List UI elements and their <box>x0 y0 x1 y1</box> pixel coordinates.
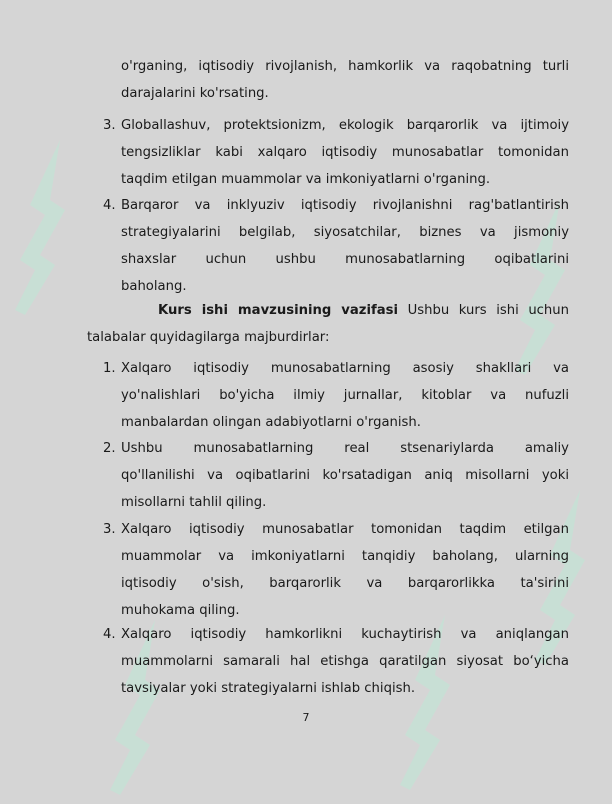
text-line: taqdim etilgan muammolar va imkoniyatlarni o'rganing. <box>121 172 491 187</box>
text-line: Ushbu munosabatlarning real stsenariylarda amaliy <box>121 441 569 456</box>
list-item-continuation <box>121 53 569 107</box>
list-number: 3. <box>103 118 116 133</box>
text-line: misollarni tahlil qiling. <box>121 495 267 510</box>
text-line: yo'nalishlari bo'yicha ilmiy jurnallar, kitoblar va nufuzli <box>121 388 569 403</box>
list-item <box>121 435 569 516</box>
list-item <box>121 192 569 300</box>
list-item <box>121 112 569 193</box>
list-number: 4. <box>103 198 116 213</box>
text-line: muhokama qiling. <box>121 603 240 618</box>
list-number: 2. <box>103 441 116 456</box>
text-line: darajalarini ko'rsating. <box>121 86 269 101</box>
text-line: baholang. <box>121 279 187 294</box>
task-paragraph <box>87 297 569 351</box>
text-line: muammolarni samarali hal etishga qaratilgan siyosat bo‘yicha <box>121 654 569 669</box>
list-item <box>121 355 569 436</box>
text-line: qo'llanilishi va oqibatlarini ko'rsatadigan aniq misollarni yoki <box>121 468 569 483</box>
text-line: Xalqaro iqtisodiy munosabatlar tomonidan taqdim etilgan <box>121 522 569 537</box>
text-line: Xalqaro iqtisodiy munosabatlarning asosiy shakllari va <box>121 361 569 376</box>
text-line: tavsiyalar yoki strategiyalarni ishlab chiqish. <box>121 681 416 696</box>
text-line: Barqaror va inklyuziv iqtisodiy rivojlanishni rag'batlantirish <box>121 198 569 213</box>
text-line: Xalqaro iqtisodiy hamkorlikni kuchaytirish va aniqlangan <box>121 627 569 642</box>
text-line: o'rganing, iqtisodiy rivojlanish, hamkorlik va raqobatning turli <box>121 59 569 74</box>
text-line: tengsizliklar kabi xalqaro iqtisodiy munosabatlar tomonidan <box>121 145 569 160</box>
section-heading: Kurs ishi mavzusining vazifasi <box>158 303 399 318</box>
text-line: muammolar va imkoniyatlarni tanqidiy baholang, ularning <box>121 549 569 564</box>
page-number: 7 <box>302 711 310 724</box>
text-line <box>87 297 569 324</box>
list-number: 3. <box>103 522 116 537</box>
text-line: iqtisodiy o'sish, barqarorlik va barqarorlikka ta'sirini <box>121 576 569 591</box>
watermark-logo-icon <box>0 120 70 320</box>
text-line: Globallashuv, protektsionizm, ekologik barqarorlik va ijtimoiy <box>121 118 569 133</box>
text-line: strategiyalarini belgilab, siyosatchilar, biznes va jismoniy <box>121 225 569 240</box>
list-item <box>121 516 569 624</box>
list-item <box>121 621 569 702</box>
list-number: 1. <box>103 361 116 376</box>
text-line: talabalar quyidagilarga majburdirlar: <box>87 330 330 345</box>
text-fragment: Ushbu kurs ishi uchun <box>398 303 570 318</box>
list-number: 4. <box>103 627 116 642</box>
text-line: manbalardan olingan adabiyotlarni o'rganish. <box>121 415 421 430</box>
text-line: shaxslar uchun ushbu munosabatlarning oqibatlarini <box>121 252 569 267</box>
